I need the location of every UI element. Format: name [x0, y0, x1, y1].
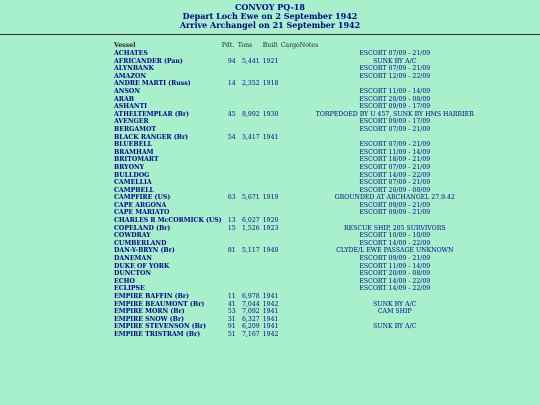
notes-cell: ESCORT 09/09 - 17/09 — [359, 103, 431, 111]
table-row — [114, 217, 490, 225]
built-cell — [263, 118, 281, 126]
vessel-name: AMAZON — [114, 72, 147, 80]
built-cell — [263, 278, 281, 286]
cargo-cell — [281, 103, 300, 111]
cargo-cell — [281, 134, 300, 142]
table-row — [114, 111, 490, 119]
vessel-name: ARAB — [114, 95, 134, 103]
notes-cell: ESCORT 14/09 - 22/09 — [359, 277, 431, 285]
table-row — [114, 308, 490, 316]
built-cell — [263, 172, 281, 180]
built-cell — [263, 103, 281, 111]
tons-cell: 6,027 — [241, 217, 260, 225]
tons-cell — [238, 73, 263, 81]
pdt-cell — [222, 50, 238, 58]
table-row — [114, 187, 490, 195]
tons-cell: 2,352 — [241, 80, 260, 88]
notes-cell: ESCORT 07/09 - 21/09 — [359, 141, 431, 149]
pdt-cell — [222, 88, 238, 96]
cargo-cell — [281, 50, 300, 58]
pdt-cell — [222, 172, 238, 180]
table-row — [114, 278, 490, 286]
tons-cell — [238, 270, 263, 278]
vessel-name: CAPE MARIATO — [114, 209, 170, 217]
tons-cell — [238, 202, 263, 210]
cargo-cell — [281, 202, 300, 210]
built-cell — [263, 202, 281, 210]
vessel-name: CUMBERLAND — [114, 239, 167, 247]
page-header — [0, 0, 540, 30]
built-cell: 1941 — [262, 293, 279, 300]
vessel-name: ASHANTI — [114, 103, 148, 111]
table-row — [114, 126, 490, 134]
cargo-cell — [281, 278, 300, 286]
tons-cell — [238, 156, 263, 164]
table-row — [114, 331, 490, 339]
table-row — [114, 202, 490, 210]
cargo-cell — [281, 187, 300, 195]
cargo-cell — [281, 58, 300, 66]
table-row — [114, 134, 490, 142]
table-row — [114, 323, 490, 331]
tons-cell: 5,671 — [241, 194, 260, 202]
table-row — [114, 96, 490, 104]
cargo-cell — [281, 247, 300, 255]
built-cell: 1930 — [262, 110, 279, 118]
built-cell: 1918 — [262, 80, 279, 88]
tons-cell — [238, 187, 263, 195]
pdt-cell: 63 — [227, 194, 236, 202]
built-cell: 1940 — [262, 247, 279, 255]
table-row — [114, 194, 490, 202]
pdt-cell: 14 — [227, 80, 236, 88]
tons-cell — [238, 240, 263, 248]
tons-cell — [238, 255, 263, 263]
table-row — [114, 65, 490, 73]
table-row — [114, 270, 490, 278]
pdt-cell — [222, 179, 238, 187]
cargo-cell — [281, 80, 300, 88]
table-row — [114, 240, 490, 248]
pdt-cell: 13 — [227, 217, 236, 225]
pdt-cell — [222, 96, 238, 104]
column-header-pdt: Pdt. — [221, 42, 235, 49]
notes-cell: ESCORT 07/09 - 21/09 — [359, 125, 431, 133]
pdt-cell — [222, 240, 238, 248]
pdt-cell — [222, 285, 238, 293]
cargo-cell — [281, 156, 300, 164]
cargo-cell — [281, 240, 300, 248]
table-row — [114, 263, 490, 271]
tons-cell: 7,167 — [241, 330, 260, 338]
convoy-title: CONVOY PQ-18 — [235, 2, 305, 12]
pdt-cell: 54 — [227, 133, 236, 141]
vessel-name: EMPIRE BAFFIN (Br) — [114, 293, 189, 300]
table-row — [114, 293, 490, 301]
arrive-line: Arrive Archangel on 21 September 1942 — [179, 20, 361, 30]
cargo-cell — [281, 141, 300, 149]
convoy-vessel-table — [114, 41, 490, 339]
tons-cell — [238, 126, 263, 134]
notes-cell: ESCORT 10/09 - 10/09 — [359, 232, 431, 240]
column-header-vessel: Vessel — [114, 42, 136, 49]
table-row — [114, 172, 490, 180]
cargo-cell — [281, 126, 300, 134]
built-cell: 1921 — [262, 57, 279, 65]
vessel-name: EMPIRE TRISTRAM (Br) — [114, 330, 201, 338]
table-row — [114, 179, 490, 187]
tons-cell — [238, 278, 263, 286]
cargo-cell — [281, 73, 300, 81]
vessel-name: BULLDOG — [114, 171, 150, 179]
table-row — [114, 73, 490, 81]
tons-cell — [238, 88, 263, 96]
tons-cell — [238, 118, 263, 126]
cargo-cell — [281, 172, 300, 180]
built-cell: 1923 — [262, 224, 279, 232]
tons-cell: 7,092 — [241, 308, 260, 316]
tons-cell: 8,992 — [241, 110, 260, 118]
cargo-cell — [281, 111, 300, 119]
table-row — [114, 149, 490, 157]
pdt-cell: 15 — [227, 224, 236, 232]
built-cell — [263, 96, 281, 104]
tons-cell — [238, 285, 263, 293]
notes-cell: SUNK BY A/C — [373, 57, 417, 65]
column-header-tons: Tons — [237, 42, 253, 49]
cargo-cell — [281, 301, 300, 309]
cargo-cell — [281, 194, 300, 202]
built-cell — [263, 285, 281, 293]
table-row — [114, 103, 490, 111]
cargo-cell — [281, 118, 300, 126]
notes-cell: ESCORT 14/09 - 22/09 — [359, 171, 431, 179]
table-row — [114, 301, 490, 309]
column-header-built: Built — [262, 42, 278, 49]
pdt-cell — [222, 65, 238, 73]
pdt-cell — [222, 209, 238, 217]
pdt-cell: 45 — [227, 110, 236, 118]
vessel-name: DUKE OF YORK — [114, 262, 170, 270]
notes-cell — [300, 293, 490, 301]
tons-cell — [238, 164, 263, 172]
built-cell — [263, 126, 281, 134]
pdt-cell: 81 — [227, 247, 236, 255]
vessel-name: ANDRE MARTI (Russ) — [114, 80, 191, 88]
notes-cell: CLYDE/L EWE PASSAGE UNKNOWN — [336, 247, 454, 255]
cargo-cell — [281, 316, 300, 324]
notes-cell: ESCORT 12/09 - 22/09 — [359, 72, 431, 80]
built-cell — [263, 73, 281, 81]
built-cell — [263, 141, 281, 149]
tons-cell — [238, 141, 263, 149]
pdt-cell: 31 — [227, 315, 236, 323]
tons-cell: 6,978 — [241, 293, 260, 300]
built-cell — [263, 232, 281, 240]
cargo-cell — [281, 323, 300, 331]
cargo-cell — [281, 164, 300, 172]
table-row — [114, 255, 490, 263]
vessel-name: BRYONY — [114, 163, 145, 171]
vessel-name: CAMPFIRE (US) — [114, 194, 171, 202]
table-row — [114, 80, 490, 88]
vessel-name: BRAMHAM — [114, 148, 154, 156]
built-cell — [263, 255, 281, 263]
built-cell: 1941 — [262, 308, 279, 316]
pdt-cell: 53 — [227, 308, 236, 316]
vessel-name: ATHELTEMPLAR (Br) — [114, 110, 190, 118]
vessel-name: BLACK RANGER (Br) — [114, 133, 189, 141]
table-row — [114, 141, 490, 149]
cargo-cell — [281, 308, 300, 316]
table-row — [114, 232, 490, 240]
notes-cell: ESCORT 07/09 - 21/09 — [359, 65, 431, 73]
vessel-name: CAMPBELL — [114, 186, 154, 194]
tons-cell: 5,441 — [241, 57, 260, 65]
table-header-row — [114, 41, 490, 50]
vessel-name: AVENGER — [114, 118, 149, 126]
tons-cell — [238, 209, 263, 217]
built-cell: 1920 — [262, 217, 279, 225]
built-cell: 1941 — [262, 323, 279, 331]
vessel-name: DUNCTON — [114, 270, 151, 278]
table-row — [114, 285, 490, 293]
tons-cell — [238, 96, 263, 104]
notes-cell: ESCORT 09/09 - 21/09 — [359, 255, 431, 263]
notes-cell — [300, 331, 490, 339]
vessel-name: ALYNBANK — [114, 65, 154, 73]
cargo-cell — [281, 209, 300, 217]
notes-cell: ESCORT 11/09 - 14/09 — [359, 148, 431, 156]
pdt-cell: 11 — [227, 293, 236, 300]
vessel-name: COPELAND (Br) — [114, 224, 171, 232]
tons-cell: 5,117 — [241, 247, 260, 255]
vessel-name: AFRICANDER (Pan) — [114, 57, 183, 65]
vessel-name: ECLIPSE — [114, 285, 145, 293]
column-header-cargo: Cargo — [280, 42, 300, 49]
vessel-name: BLUEBELL — [114, 141, 153, 149]
cargo-cell — [281, 217, 300, 225]
vessel-name: ACHATES — [114, 50, 148, 57]
tons-cell — [238, 65, 263, 73]
built-cell — [263, 50, 281, 58]
cargo-cell — [281, 65, 300, 73]
cargo-cell — [281, 149, 300, 157]
cargo-cell — [281, 225, 300, 233]
notes-cell: ESCORT 09/09 - 21/09 — [359, 209, 431, 217]
notes-cell: ESCORT 14/09 - 22/09 — [359, 285, 431, 293]
built-cell — [263, 270, 281, 278]
built-cell — [263, 179, 281, 187]
pdt-cell — [222, 164, 238, 172]
pdt-cell — [222, 270, 238, 278]
built-cell — [263, 164, 281, 172]
notes-cell: SUNK BY A/C — [373, 300, 417, 308]
notes-cell — [300, 80, 490, 88]
pdt-cell — [222, 232, 238, 240]
tons-cell: 3,417 — [241, 133, 260, 141]
tons-cell — [238, 103, 263, 111]
pdt-cell — [222, 141, 238, 149]
pdt-cell: 41 — [227, 300, 236, 308]
notes-cell: ESCORT 11/09 - 14/09 — [359, 87, 431, 95]
tons-cell: 7,044 — [241, 300, 260, 308]
cargo-cell — [281, 96, 300, 104]
cargo-cell — [281, 88, 300, 96]
table-row — [114, 118, 490, 126]
notes-cell: ESCORT 07/09 - 21/09 — [359, 163, 431, 171]
notes-cell: ESCORT 07/09 - 21/09 — [359, 50, 431, 57]
pdt-cell: 91 — [227, 323, 236, 331]
pdt-cell — [222, 126, 238, 134]
pdt-cell — [222, 73, 238, 81]
pdt-cell — [222, 156, 238, 164]
vessel-name: EMPIRE MORN (Br) — [114, 308, 185, 316]
cargo-cell — [281, 179, 300, 187]
built-cell — [263, 240, 281, 248]
tons-cell: 1,526 — [241, 224, 260, 232]
vessel-name: CAMELLIA — [114, 179, 152, 187]
pdt-cell — [222, 202, 238, 210]
table-row — [114, 88, 490, 96]
notes-cell: ESCORT 07/09 - 21/09 — [359, 179, 431, 187]
table-row — [114, 316, 490, 324]
vessel-name: EMPIRE BEAUMONT (Br) — [114, 300, 205, 308]
table-row — [114, 156, 490, 164]
built-cell: 1942 — [262, 300, 279, 308]
pdt-cell — [222, 118, 238, 126]
built-cell — [263, 88, 281, 96]
cargo-cell — [281, 263, 300, 271]
vessel-name: BERGAMOT — [114, 125, 157, 133]
pdt-cell — [222, 263, 238, 271]
tons-cell — [238, 50, 263, 58]
vessel-name: EMPIRE SNOW (Br) — [114, 315, 185, 323]
notes-cell: ESCORT 14/09 - 22/09 — [359, 239, 431, 247]
cargo-cell — [281, 285, 300, 293]
pdt-cell — [222, 187, 238, 195]
notes-cell: CAM SHIP — [377, 308, 412, 316]
notes-cell: ESCORT 20/09 - 08/09 — [359, 270, 431, 278]
header-divider — [0, 34, 540, 35]
notes-cell: ESCORT 20/09 - 08/09 — [359, 95, 431, 103]
table-row — [114, 247, 490, 255]
depart-line: Depart Loch Ewe on 2 September 1942 — [182, 11, 358, 21]
cargo-cell — [281, 232, 300, 240]
pdt-cell — [222, 149, 238, 157]
pdt-cell — [222, 255, 238, 263]
table-row — [114, 225, 490, 233]
vessel-name: COWDRAY — [114, 232, 151, 240]
notes-cell: ESCORT 18/09 - 21/09 — [359, 156, 431, 164]
tons-cell — [238, 232, 263, 240]
notes-cell: ESCORT 11/09 - 14/09 — [359, 262, 431, 270]
built-cell — [263, 65, 281, 73]
notes-cell: ESCORT 09/09 - 21/09 — [359, 201, 431, 209]
vessel-name: CHARLES R McCORMICK (US) — [114, 217, 222, 225]
pdt-cell — [222, 278, 238, 286]
table-row — [114, 58, 490, 66]
tons-cell: 6,327 — [241, 315, 260, 323]
vessel-name: ANSON — [114, 87, 140, 95]
built-cell — [263, 156, 281, 164]
pdt-cell — [222, 103, 238, 111]
vessel-name: BRITOMART — [114, 156, 159, 164]
vessel-name: DANEMAN — [114, 255, 152, 263]
column-header-notes: Notes — [299, 42, 319, 49]
built-cell: 1919 — [262, 194, 279, 202]
cargo-cell — [281, 270, 300, 278]
tons-cell — [238, 263, 263, 271]
notes-cell: TORPEDOED BY U 457, SUNK BY HMS HARRIER — [315, 110, 474, 118]
notes-cell: SUNK BY A/C — [373, 323, 417, 331]
pdt-cell: 94 — [227, 57, 236, 65]
table-row — [114, 164, 490, 172]
vessel-name: CAPE ARGONA — [114, 201, 167, 209]
table-body — [114, 50, 490, 339]
vessel-name: EMPIRE STEVENSON (Br) — [114, 323, 207, 331]
built-cell — [263, 187, 281, 195]
notes-cell: ESCORT 20/09 - 08/09 — [359, 186, 431, 194]
notes-cell — [300, 316, 490, 324]
built-cell — [263, 149, 281, 157]
built-cell: 1941 — [262, 315, 279, 323]
table-row — [114, 209, 490, 217]
notes-cell — [300, 134, 490, 142]
cargo-cell — [281, 293, 300, 301]
notes-cell: GROUNDED AT ARCHANGEL 27.9.42 — [334, 194, 455, 202]
built-cell — [263, 263, 281, 271]
cargo-cell — [281, 255, 300, 263]
built-cell — [263, 209, 281, 217]
built-cell: 1942 — [262, 330, 279, 338]
vessel-name: DAN-Y-BRYN (Br) — [114, 247, 175, 255]
cargo-cell — [281, 331, 300, 339]
pdt-cell: 51 — [227, 330, 236, 338]
notes-cell: ESCORT 09/09 - 17/09 — [359, 118, 431, 126]
tons-cell — [238, 179, 263, 187]
notes-cell: RESCUE SHIP, 205 SURVIVORS — [343, 224, 446, 232]
tons-cell: 6,209 — [241, 323, 260, 331]
table-row — [114, 50, 490, 58]
tons-cell — [238, 149, 263, 157]
built-cell: 1941 — [262, 133, 279, 141]
vessel-name: ECHO — [114, 277, 135, 285]
tons-cell — [238, 172, 263, 180]
notes-cell — [300, 217, 490, 225]
